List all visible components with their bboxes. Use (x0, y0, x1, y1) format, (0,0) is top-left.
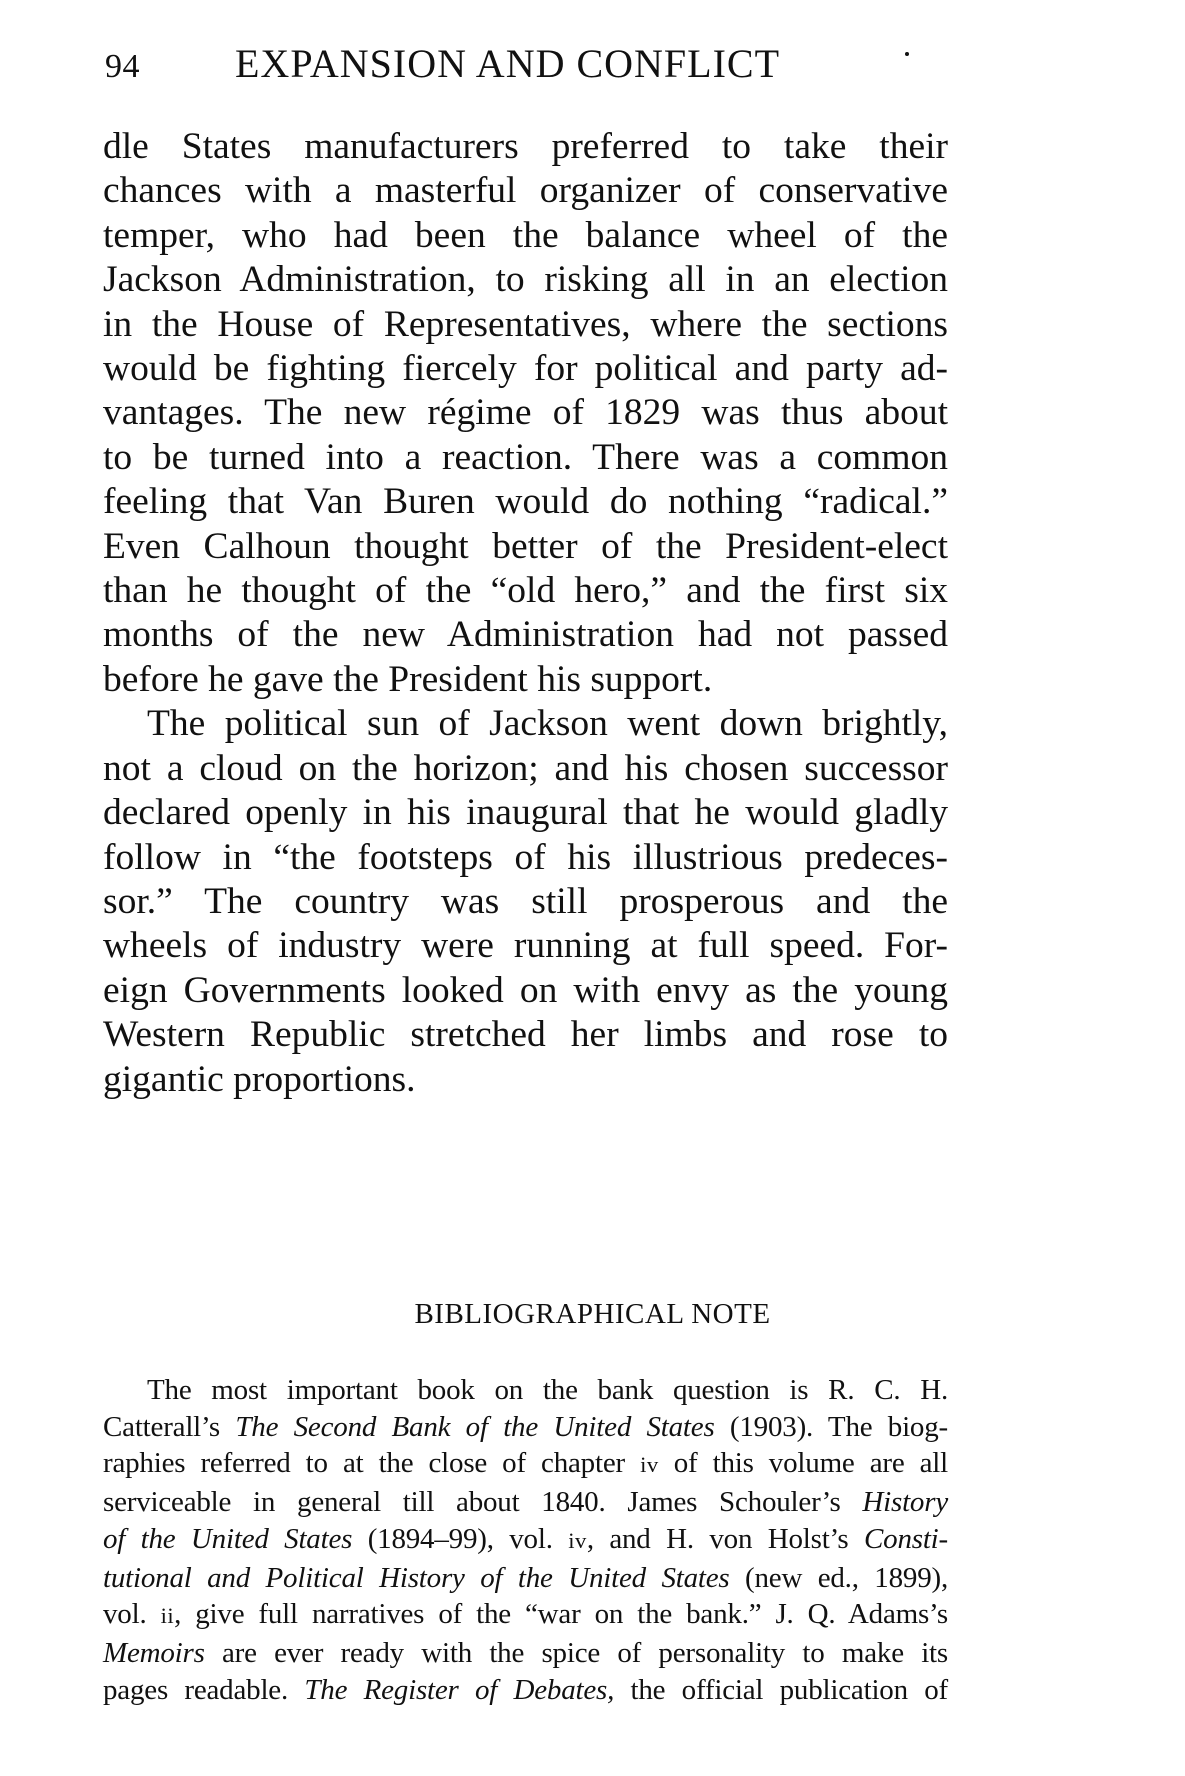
note-line (103, 1409, 948, 1446)
note-text: iv (640, 1452, 659, 1478)
note-text: (1903). The biog- (714, 1410, 948, 1443)
note-line (103, 1635, 948, 1672)
note-text: pages readable. (103, 1673, 305, 1706)
note-text: ii (160, 1603, 175, 1629)
note-line (103, 1445, 948, 1484)
text-line: dle States manufacturers preferred to take their (103, 126, 948, 167)
note-text: are ever ready with the spice of personality to make its (204, 1636, 948, 1669)
italic-title: The Second Bank of the United States (235, 1410, 715, 1443)
running-title: EXPANSION AND CONFLICT (235, 41, 781, 86)
note-text: raphies referred to at the close of chapter (103, 1447, 641, 1480)
note-line (103, 1672, 948, 1709)
text-line: The political sun of Jackson went down brightly, (147, 703, 948, 745)
note-line (103, 1372, 948, 1409)
italic-title: The Register of Debates, (304, 1673, 615, 1706)
note-line (103, 1560, 948, 1597)
text-line: Western Republic stretched her limbs and rose to (103, 1014, 948, 1056)
note-text: (1894–99), vol. (352, 1522, 569, 1555)
note-text: The most important book on the bank question is R. C. H. (147, 1374, 948, 1406)
note-text: vol. (103, 1598, 161, 1631)
italic-title: Consti- (864, 1522, 948, 1555)
italic-title: tutional and Political History of the United States (103, 1561, 730, 1594)
text-line: follow in “the footsteps of his illustrious predeces- (103, 836, 948, 878)
note-line (103, 1484, 948, 1521)
italic-title: History (862, 1486, 948, 1519)
page-number: 94 (105, 48, 140, 85)
text-line: would be fighting fiercely for political and party ad- (103, 348, 948, 390)
text-line: to be turned into a reaction. There was a common (103, 436, 948, 478)
note-text: serviceable in general till about 1840. James Schouler’s (103, 1486, 863, 1519)
text-line: sor.” The country was still prosperous and the (103, 880, 948, 922)
bibliographical-note-title: BIBLIOGRAPHICAL NOTE (414, 1298, 771, 1330)
text-line: not a cloud on the horizon; and his chosen successor (103, 747, 948, 789)
text-line: gigantic proportions. (103, 1058, 416, 1100)
note-text: Catterall’s (103, 1410, 236, 1443)
text-line: feeling that Van Buren would do nothing “radical.” (103, 481, 948, 523)
page-header (105, 40, 945, 90)
note-text: , and H. von Holst’s (586, 1522, 864, 1555)
note-line (103, 1521, 948, 1560)
paragraph-2 (103, 702, 948, 1102)
text-line: in the House of Representatives, where the sections (103, 303, 948, 345)
text-line: declared openly in his inaugural that he would gladly (103, 792, 948, 834)
text-line: vantages. The new régime of 1829 was thus about (103, 392, 948, 434)
main-text (103, 125, 948, 1102)
text-line: temper, who had been the balance wheel of the (103, 214, 948, 256)
text-line: wheels of industry were running at full speed. For- (103, 925, 948, 967)
text-line: months of the new Administration had not passed (103, 614, 948, 656)
text-line: eign Governments looked on with envy as the young (103, 969, 948, 1011)
text-line: Jackson Administration, to risking all in an election (103, 259, 948, 301)
note-text: the official publication of (614, 1673, 948, 1706)
scan-speck (905, 52, 909, 56)
text-line: Even Calhoun thought better of the President-elect (103, 525, 948, 567)
italic-title: of the United States (103, 1522, 353, 1555)
paragraph-1 (103, 125, 948, 702)
note-text: , give full narratives of the “war on the bank.” J. Q. Adams’s (174, 1598, 948, 1631)
note-line (103, 1596, 948, 1635)
note-text: of this volume are all (658, 1447, 948, 1480)
bibliographical-note-body (103, 1372, 948, 1708)
note-text: (new ed., 1899), (729, 1561, 948, 1594)
text-line: before he gave the President his support. (103, 658, 713, 700)
text-line: chances with a masterful organizer of conservative (103, 170, 948, 212)
text-line: than he thought of the “old hero,” and the first six (103, 570, 948, 612)
note-text: iv (568, 1527, 587, 1553)
italic-title: Memoirs (103, 1636, 205, 1669)
